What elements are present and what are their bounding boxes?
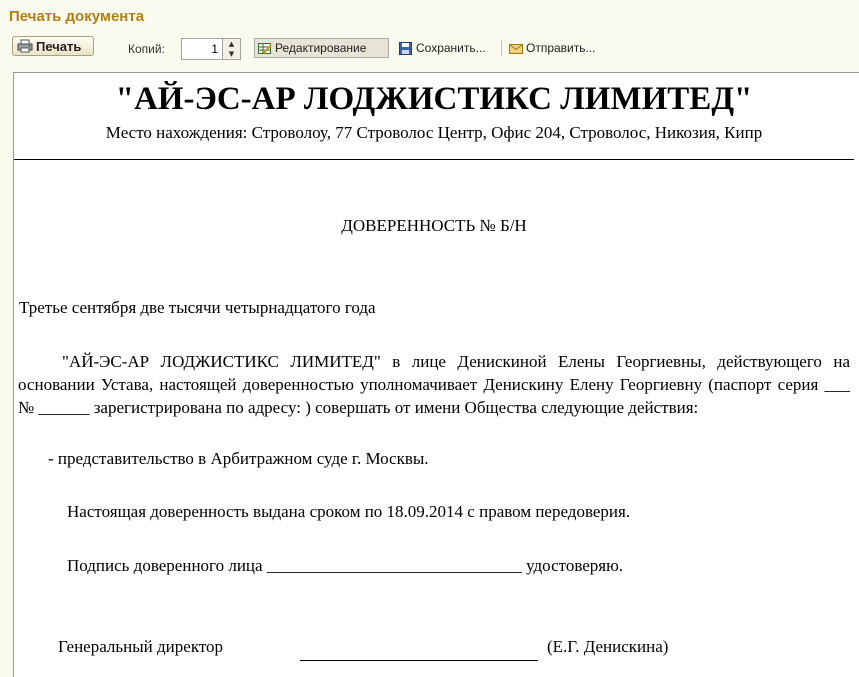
send-button[interactable] bbox=[506, 38, 599, 58]
document-preview[interactable] bbox=[13, 72, 859, 677]
director-title: Генеральный директор bbox=[58, 637, 224, 656]
validity-statement: Настоящая доверенность выдана сроком по 18.09.2014 с правом передоверия. bbox=[67, 502, 631, 521]
chevron-up-icon[interactable]: ▲ bbox=[228, 40, 235, 48]
chevron-down-icon[interactable]: ▼ bbox=[228, 50, 235, 58]
document-body-paragraph: "АЙ-ЭС-АР ЛОДЖИСТИКС ЛИМИТЕД" в лице Денискиной Елены Георгиевны, действующего на основании Устава, настоящей доверенностью уполномачивает Денискину Елену Георгиевну (паспорт серия ___ № ______ зарегистрирована по адресу: ) совершать от имени Общества следующие действия: bbox=[18, 352, 850, 417]
document-title: ДОВЕРЕННОСТЬ № Б/Н bbox=[341, 216, 527, 235]
print-button[interactable] bbox=[12, 36, 94, 56]
director-name: (Е.Г. Денискина) bbox=[547, 637, 669, 656]
print-button-label: Печать bbox=[36, 38, 82, 54]
powers-list-item: - представительство в Арбитражном суде г. Москвы. bbox=[48, 449, 429, 468]
edit-table-icon bbox=[258, 42, 272, 55]
copies-stepper[interactable] bbox=[223, 38, 241, 60]
signature-statement: Подпись доверенного лица ______________________________ удостоверяю. bbox=[67, 556, 624, 575]
floppy-disk-icon bbox=[399, 42, 413, 55]
envelope-icon bbox=[509, 42, 523, 55]
company-address: Место нахождения: Строволоу, 77 Строволос Центр, Офис 204, Строволос, Никозия, Кипр bbox=[105, 123, 763, 142]
window-title: Печать документа bbox=[9, 8, 145, 25]
toolbar-separator bbox=[501, 40, 502, 56]
toolbar bbox=[0, 34, 859, 62]
company-name: "АЙ-ЭС-АР ЛОДЖИСТИКС ЛИМИТЕД" bbox=[115, 81, 753, 117]
printer-icon bbox=[17, 39, 33, 53]
save-button[interactable] bbox=[396, 38, 489, 58]
save-button-label: Сохранить... bbox=[416, 41, 486, 55]
edit-toggle-button[interactable] bbox=[254, 38, 389, 58]
edit-toggle-label: Редактирование bbox=[275, 41, 367, 55]
copies-input[interactable]: 1 bbox=[181, 38, 223, 60]
send-button-label: Отправить... bbox=[526, 41, 596, 55]
copies-label: Копий: bbox=[128, 42, 165, 56]
header-divider bbox=[14, 159, 854, 160]
director-signature-line bbox=[300, 660, 538, 661]
document-date: Третье сентября две тысячи четырнадцатого года bbox=[19, 298, 376, 317]
